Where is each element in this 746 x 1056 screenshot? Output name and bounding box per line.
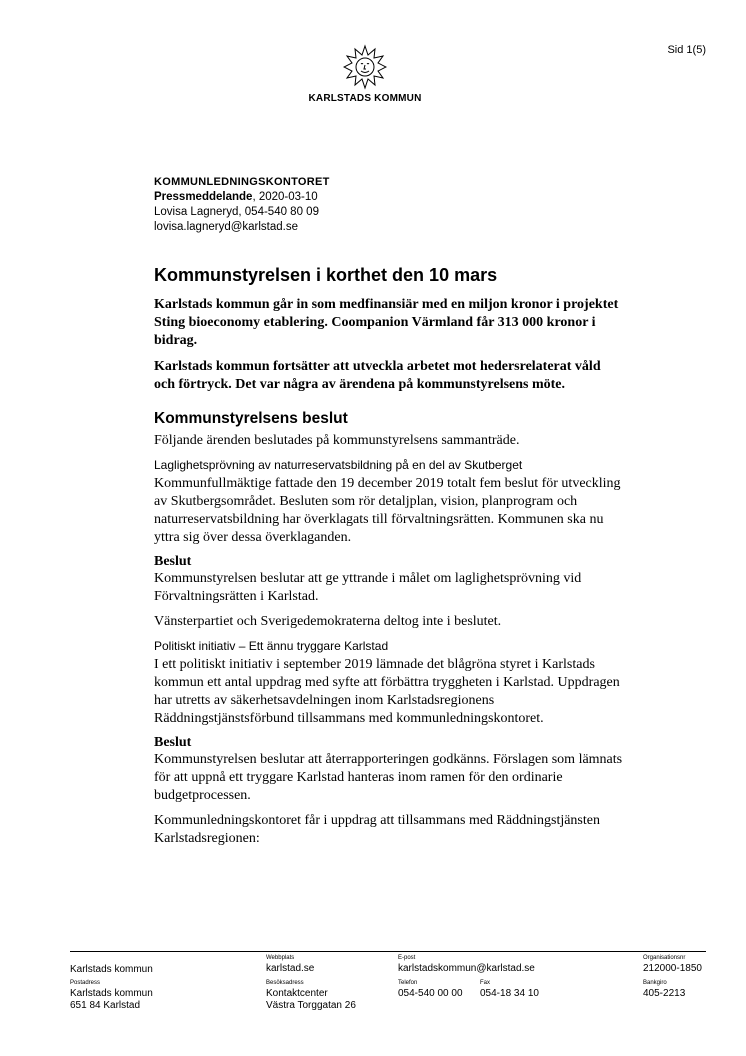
decision-text: Kommunstyrelsen beslutar att återrapporteringen godkänns. Förslagen som lämnats för att uppnå ett tryggare Karlstad hanteras inom ramen för den ordinarie budgetprocessen.: [154, 752, 623, 803]
footer-email: karlstadskommun@karlstad.se: [398, 963, 535, 974]
item-body: Kommunfullmäktige fattade den 19 december 2019 totalt fem beslut för utveckling av Skutbergsområdet. Besluten som rör detaljplan, vision, planprogram och naturreservatsbildning har överklagats till förvaltningsrätten. Kommunen ska nu yttra sig över dessa överklaganden.: [154, 476, 621, 545]
decision-note: Kommunledningskontoret får i uppdrag att tillsammans med Räddningstjänsten Karlstadsregionen:: [154, 813, 600, 846]
contact-email: lovisa.lagneryd@karlstad.se: [154, 221, 298, 233]
footer-phone-label: Telefon: [398, 980, 418, 986]
footer-orgnr-label: Organisationsnr: [643, 955, 686, 961]
footer-visit-2: Västra Torggatan 26: [266, 1000, 356, 1011]
footer-postal-label: Postadress: [70, 980, 101, 986]
footer-name: Karlstads kommun: [70, 964, 153, 975]
press-release-line: [154, 190, 554, 205]
footer-postal-1: Karlstads kommun: [70, 988, 153, 999]
footer-visit-label: Besöksadress: [266, 980, 304, 986]
footer-bank: 405-2213: [643, 988, 686, 999]
footer-divider: [70, 951, 706, 952]
item-heading: Politiskt initiativ – Ett ännu tryggare Karlstad: [154, 639, 389, 653]
page-title: Kommunstyrelsen i korthet den 10 mars: [154, 265, 498, 285]
footer-web: karlstad.se: [266, 963, 315, 974]
footer-phone: 054-540 00 00: [398, 988, 463, 999]
decision-heading: Beslut: [154, 735, 192, 750]
lead-paragraph: Karlstads kommun fortsätter att utveckla arbetet mot hedersrelaterat våld och förtryck. Det var några av ärendena på kommunstyrelsens möte.: [154, 359, 601, 392]
doc-date: , 2020-03-10: [252, 191, 318, 203]
document-header: [154, 175, 554, 235]
department-name: KOMMUNLEDNINGSKONTORET: [154, 176, 330, 188]
decision-note: Vänsterpartiet och Sverigedemokraterna deltog inte i beslutet.: [154, 614, 502, 629]
footer-fax: 054-18 34 10: [480, 988, 539, 999]
item-body: I ett politiskt initiativ i september 2019 lämnade det blågröna styret i Karlstads kommun ett antal uppdrag med syfte att förbättra tryggheten i Karlstad. Uppdragen har utretts av säkerhetsavdelningen inom Karlstadsregionens Räddningstjänstsförbund tillsammans med kommunledningskontoret.: [154, 657, 620, 726]
footer-bank-label: Bankgiro: [643, 980, 667, 986]
karlstad-sun-logo: [343, 44, 387, 90]
page-number: Sid 1(5): [667, 44, 706, 56]
footer-web-label: Webbplats: [266, 955, 295, 961]
footer-fax-label: Fax: [480, 980, 491, 986]
footer-orgnr: 212000-1850: [643, 963, 702, 974]
decision-heading: Beslut: [154, 554, 192, 569]
doc-type: Pressmeddelande: [154, 191, 253, 203]
footer-postal-2: 651 84 Karlstad: [70, 1000, 141, 1011]
article-body: [154, 296, 624, 855]
section-intro: Följande ärenden beslutades på kommunstyrelsens sammanträde.: [154, 433, 520, 448]
item-heading: Laglighetsprövning av naturreservatsbildning på en del av Skutberget: [154, 458, 523, 472]
lead-paragraph: Karlstads kommun går in som medfinansiär med en miljon kronor i projektet Sting bioeconomy etablering. Coompanion Värmland får 313 000 kronor i bidrag.: [154, 297, 619, 348]
contact-name: Lovisa Lagneryd, 054-540 80 09: [154, 206, 319, 218]
footer-visit-1: Kontaktcenter: [266, 988, 328, 999]
footer-email-label: E-post: [398, 955, 416, 961]
organization-name: KARLSTADS KOMMUN: [308, 93, 422, 104]
section-heading: Kommunstyrelsens beslut: [154, 410, 348, 427]
decision-text: Kommunstyrelsen beslutar att ge yttrande i målet om laglighetsprövning vid Förvaltningsrätten i Karlstad.: [154, 571, 582, 604]
